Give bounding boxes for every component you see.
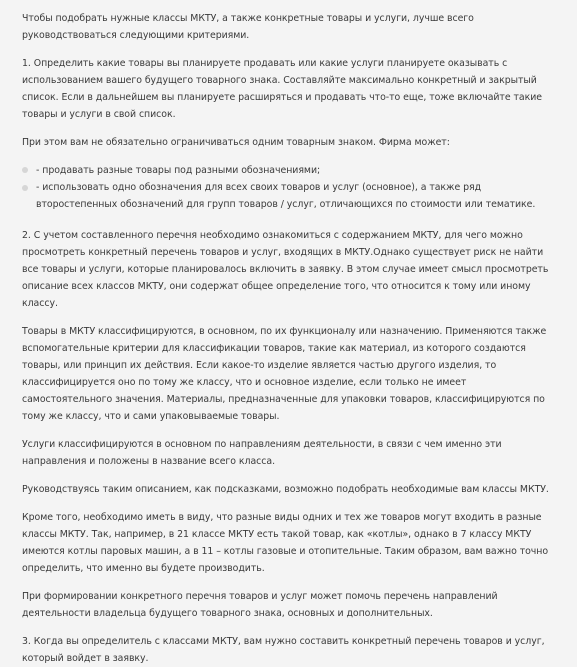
bullet-icon — [22, 185, 28, 191]
list-item — [22, 179, 557, 213]
step-3-paragraph: 3. Когда вы определитель с классами МКТУ, вам нужно составить конкретный перечень товаров и услуг, который войдет в заявку. — [22, 636, 545, 664]
intro-paragraph: Чтобы подобрать нужные классы МКТУ, а также конкретные товары и услуги, лучше всего руководствоваться следующими критериями. — [22, 13, 474, 41]
forming-paragraph: При формировании конкретного перечня товаров и услуг может помочь перечень направлений деятельности владельца будущего товарного знака, основных и дополнительных. — [22, 591, 498, 619]
step-2-paragraph: 2. С учетом составленного перечня необходимо ознакомиться с содержанием МКТУ, для чего можно просмотреть конкретный перечень товаров и услуг, входящих в МКТУ.Однако существует риск не найти все товары и услуги, которые планировалось включить в заявку. В этом случае имеет смысл просмотреть описание всех классов МКТУ, они содержат общее определение того, что относится к тому или иному классу. — [22, 230, 549, 309]
services-classification-paragraph: Услуги классифицируются в основном по направлениям деятельности, в связи с чем именно эти направления и положены в название всего класса. — [22, 439, 502, 467]
guidance-paragraph: Руководствуясь таким описанием, как подсказками, возможно подобрать необходимые вам классы МКТУ. — [22, 484, 549, 495]
list-item-text: - продавать разные товары под разными обозначениями; — [36, 165, 321, 176]
options-list — [22, 162, 557, 213]
bullet-icon — [22, 167, 28, 173]
step-1-paragraph: 1. Определить какие товары вы планируете продавать или какие услуги планируете оказывать с использованием вашего будущего товарного знака. Составляйте максимально конкретный и закрытый список. Если в дальнейшем вы планируете расширяться и продавать что-то еще, тоже включайте такие товары и услуги в свой список. — [22, 58, 542, 120]
example-paragraph: Кроме того, необходимо иметь в виду, что разные виды одних и тех же товаров могут входить в разные классы МКТУ. Так, например, в 21 классе МКТУ есть такой товар, как «котлы», однако в 7 классу МКТУ имеются котлы паровых машин, а в 11 – котлы газовые и отопительные. Таким образом, вам важно точно определить, что именно вы будете производить. — [22, 512, 549, 574]
list-item-text: - использовать одно обозначения для всех своих товаров и услуг (основное), а также ряд второстепенных обозначений для групп товаров / услуг, отличающихся по стоимости или тематике. — [36, 182, 536, 210]
not-limited-paragraph: При этом вам не обязательно ограничиваться одним товарным знаком. Фирма может: — [22, 137, 450, 148]
goods-classification-paragraph: Товары в МКТУ классифицируются, в основном, по их функционалу или назначению. Применяются также вспомогательные критерии для классификации товаров, такие как материал, из которого создаются товары, или принцип их действия. Если какое-то изделие является частью другого изделия, то классифицируется оно по тому же классу, что и основное изделие, если только не имеет самостоятельного значения. Материалы, предназначенные для упаковки товаров, классифицируются по тому же классу, что и сами упаковываемые товары. — [22, 326, 547, 422]
list-item — [22, 162, 557, 179]
